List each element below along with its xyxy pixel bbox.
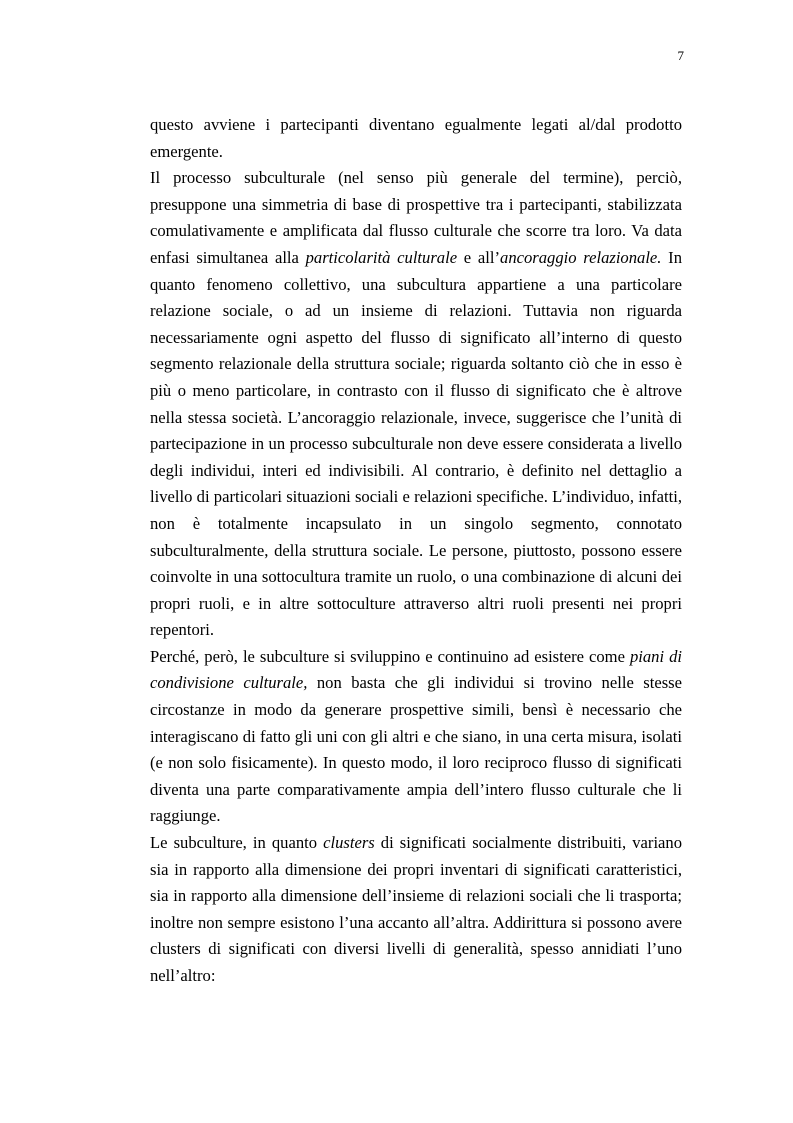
paragraph [150, 112, 682, 165]
text-run: Il processo subculturale (nel senso più generale del termine), perciò, presuppone una simmetria di base di prospettive tra i partecipanti, stabilizzata comulativamente e amplificata dal flusso culturale che scorre tra loro. Va data enfasi simultanea alla [150, 168, 682, 267]
italic-text: particolarità culturale [305, 247, 458, 267]
text-run: non basta che gli individui si trovino nelle stesse circostanze in modo da generare prospettive simili, bensì è necessario che interagiscano di fatto gli uni con gli altri e che siano, in una certa misura, isolati (e non solo fisicamente). In questo modo, il loro reciproco flusso di significati diventa una parte comparativamente ampia dell’intero flusso culturale che li raggiunge. [150, 673, 682, 826]
text-run: di significati socialmente distribuiti, variano sia in rapporto alla dimensione dei propri inventari di significati caratteristici, sia in rapporto alla dimensione dell’insieme di relazioni sociali che li trasporta; inoltre non sempre esistono l’una accanto all’altra. Addirittura si possono avere clusters di significati con diversi livelli di generalità, spesso annidiati l’uno nell’altro: [150, 833, 683, 985]
page-number: 7 [677, 48, 684, 63]
body-text [150, 112, 682, 990]
text-run: e all’ [457, 247, 501, 267]
italic-text: piani di condivisione culturale, [150, 646, 682, 693]
text-run: Perché, però, le subculture si sviluppino e continuino ad esistere come [150, 646, 630, 666]
text-run: Le subculture, in quanto [150, 833, 324, 853]
paragraph [150, 830, 682, 990]
paragraph [150, 165, 682, 644]
text-run: questo avviene i partecipanti diventano egualmente legati al/dal prodotto emergente. [150, 115, 682, 161]
paragraph [150, 644, 682, 830]
italic-text: ancoraggio relazionale. [500, 247, 662, 267]
text-run: In quanto fenomeno collettivo, una subcultura appartiene a una particolare relazione sociale, o ad un insieme di relazioni. Tuttavia non riguarda necessariamente ogni aspetto del flusso di significato all’interno di questo segmento relazionale della struttura sociale; riguarda soltanto ciò che in esso è più o meno particolare, in contrasto con il flusso di significato che è altrove nella stessa società. L’ancoraggio relazionale, invece, suggerisce che l’unità di partecipazione in un processo subculturale non deve essere considerata a livello degli individui, interi ed indivisibili. Al contrario, è definito nel dettaglio a livello di particolari situazioni sociali e relazioni specifiche. L’individuo, infatti, non è totalmente incapsulato in un singolo segmento, connotato subculturalmente, della struttura sociale. Le persone, piuttosto, possono essere coinvolte in una sottocultura tramite un ruolo, o una combinazione di alcuni dei propri ruoli, e in altre sottoculture attraverso altri ruoli presenti nei propri repentori. [150, 247, 682, 640]
italic-text: clusters [323, 833, 375, 853]
